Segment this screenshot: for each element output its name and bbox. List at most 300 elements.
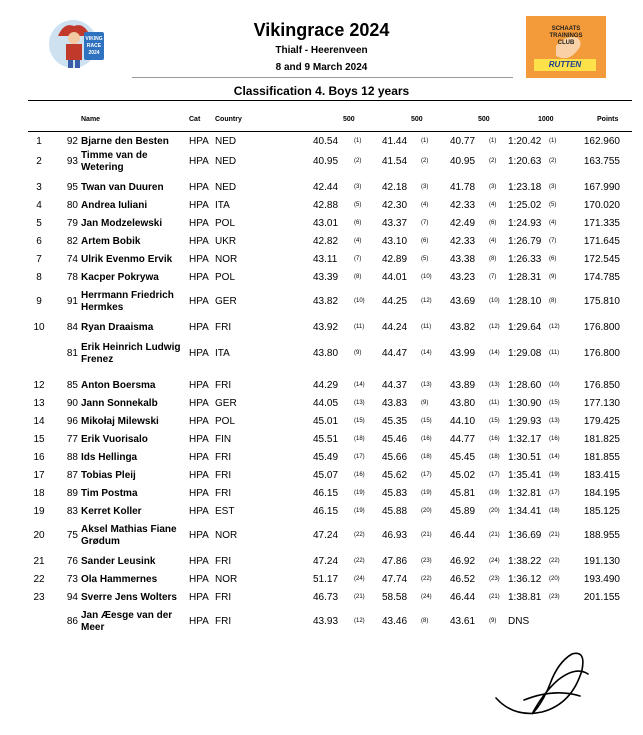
split-rank: (8) xyxy=(354,274,362,280)
time-500-1: 45.49 xyxy=(313,452,339,463)
svg-text:VIKING: VIKING xyxy=(85,36,103,42)
athlete-name: Herrmann Friedrich Hermkes xyxy=(81,290,174,313)
category-cell: HPA xyxy=(189,506,209,517)
split-rank: (11) xyxy=(549,350,560,356)
time-500-3: 42.33 xyxy=(450,200,476,211)
time-500-3: 42.49 xyxy=(450,218,476,229)
split-rank: (20) xyxy=(421,508,432,514)
split-rank: (24) xyxy=(354,576,365,582)
split-rank: (18) xyxy=(354,436,365,442)
time-1000: 1:30.51 xyxy=(508,452,542,463)
split-rank: (1) xyxy=(354,138,362,144)
time-500-3: 45.45 xyxy=(450,452,476,463)
athlete-name: Erik Vuorisalo xyxy=(81,434,148,445)
country-cell: FRI xyxy=(215,322,232,333)
split-rank: (14) xyxy=(489,350,500,356)
category-cell: HPA xyxy=(189,254,209,265)
split-rank: (21) xyxy=(489,532,500,538)
time-500-3: 41.78 xyxy=(450,182,476,193)
split-rank: (19) xyxy=(354,490,365,496)
split-rank: (21) xyxy=(489,594,500,600)
athlete-name: Artem Bobik xyxy=(81,236,141,247)
time-500-3: 40.95 xyxy=(450,156,476,167)
points-cell: 176.800 xyxy=(583,348,620,359)
time-500-3: 43.80 xyxy=(450,398,476,409)
points-cell: 174.785 xyxy=(583,272,620,283)
time-500-1: 42.82 xyxy=(313,236,339,247)
rank-cell: 5 xyxy=(36,218,42,229)
rank-cell: 6 xyxy=(36,236,42,247)
split-rank: (2) xyxy=(489,158,497,164)
country-cell: FRI xyxy=(215,452,232,463)
time-1000: 1:28.60 xyxy=(508,380,542,391)
bib-cell: 86 xyxy=(66,616,78,627)
split-rank: (20) xyxy=(549,576,560,582)
athlete-name: Erik Heinrich Ludwig Frenez xyxy=(81,342,181,365)
rutten-club-logo xyxy=(526,16,606,78)
points-cell: 163.755 xyxy=(583,156,620,167)
split-rank: (14) xyxy=(549,454,560,460)
athlete-name: Tim Postma xyxy=(81,488,138,499)
time-500-1: 46.73 xyxy=(313,592,339,603)
time-500-2: 43.83 xyxy=(382,398,408,409)
split-rank: (20) xyxy=(489,508,500,514)
rank-cell: 3 xyxy=(36,182,42,193)
athlete-name: Mikołaj Milewski xyxy=(81,416,159,427)
time-1000: 1:29.08 xyxy=(508,348,542,359)
time-500-2: 44.47 xyxy=(382,348,408,359)
split-rank: (18) xyxy=(489,454,500,460)
time-500-3: 43.61 xyxy=(450,616,476,627)
split-rank: (7) xyxy=(354,256,362,262)
split-rank: (16) xyxy=(354,472,365,478)
time-500-2: 47.86 xyxy=(382,556,408,567)
category-cell: HPA xyxy=(189,452,209,463)
country-cell: NED xyxy=(215,156,237,167)
split-rank: (8) xyxy=(421,618,429,624)
page-title: Vikingrace 2024 xyxy=(253,20,390,40)
time-500-2: 43.10 xyxy=(382,236,408,247)
split-rank: (16) xyxy=(549,436,560,442)
split-rank: (9) xyxy=(421,400,429,406)
athlete-name: Tobias Pleij xyxy=(81,470,136,481)
split-rank: (23) xyxy=(421,558,432,564)
split-rank: (7) xyxy=(489,274,497,280)
bib-cell: 94 xyxy=(66,592,78,603)
venue: Thialf - Heerenveen xyxy=(275,45,368,56)
split-rank: (8) xyxy=(549,298,557,304)
split-rank: (22) xyxy=(421,576,432,582)
split-rank: (11) xyxy=(421,324,432,330)
points-cell: 191.130 xyxy=(583,556,620,567)
country-cell: FRI xyxy=(215,470,232,481)
rank-cell: 15 xyxy=(33,434,45,445)
category-cell: HPA xyxy=(189,272,209,283)
time-500-1: 44.05 xyxy=(313,398,339,409)
time-500-3: 43.23 xyxy=(450,272,476,283)
split-rank: (4) xyxy=(421,202,429,208)
split-rank: (5) xyxy=(549,202,557,208)
split-rank: (12) xyxy=(549,324,560,330)
col-header-500-3: 500 xyxy=(478,116,490,123)
time-1000: 1:35.41 xyxy=(508,470,542,481)
split-rank: (18) xyxy=(421,454,432,460)
split-rank: (15) xyxy=(354,418,365,424)
time-1000: 1:36.12 xyxy=(508,574,542,585)
col-header-cat: Cat xyxy=(189,116,201,123)
split-rank: (12) xyxy=(354,618,365,624)
time-500-3: 43.38 xyxy=(450,254,476,265)
points-cell: 176.800 xyxy=(583,322,620,333)
points-cell: 167.990 xyxy=(583,182,620,193)
split-rank: (19) xyxy=(354,508,365,514)
bib-cell: 73 xyxy=(66,574,78,585)
bib-cell: 95 xyxy=(66,182,78,193)
time-500-3: 44.77 xyxy=(450,434,476,445)
time-500-2: 45.35 xyxy=(382,416,408,427)
club-brand: RUTTEN xyxy=(534,59,596,71)
time-1000: 1:23.18 xyxy=(508,182,542,193)
country-cell: POL xyxy=(215,218,236,229)
bib-cell: 96 xyxy=(66,416,78,427)
time-500-2: 45.46 xyxy=(382,434,408,445)
split-rank: (15) xyxy=(421,418,432,424)
split-rank: (16) xyxy=(421,436,432,442)
time-500-1: 46.15 xyxy=(313,488,339,499)
time-1000: 1:36.69 xyxy=(508,530,542,541)
country-cell: FRI xyxy=(215,616,232,627)
bib-cell: 87 xyxy=(66,470,78,481)
category-cell: HPA xyxy=(189,574,209,585)
split-rank: (7) xyxy=(549,238,557,244)
split-rank: (17) xyxy=(549,490,560,496)
divider xyxy=(28,100,632,101)
split-rank: (9) xyxy=(354,350,362,356)
split-rank: (10) xyxy=(489,298,500,304)
bib-cell: 77 xyxy=(66,434,78,445)
bib-cell: 88 xyxy=(66,452,78,463)
split-rank: (2) xyxy=(549,158,557,164)
athlete-name: Jann Sonnekalb xyxy=(81,398,158,409)
split-rank: (3) xyxy=(421,184,429,190)
time-500-1: 40.95 xyxy=(313,156,339,167)
points-cell: 177.130 xyxy=(583,398,620,409)
split-rank: (3) xyxy=(354,184,362,190)
time-1000: 1:38.81 xyxy=(508,592,542,603)
time-1000: 1:28.10 xyxy=(508,296,542,307)
bib-cell: 76 xyxy=(66,556,78,567)
athlete-name: Ola Hammernes xyxy=(81,574,158,585)
points-cell: 170.020 xyxy=(583,200,620,211)
athlete-name: Jan Æesge van der Meer xyxy=(81,610,173,633)
category-cell: HPA xyxy=(189,488,209,499)
bib-cell: 90 xyxy=(66,398,78,409)
country-cell: GER xyxy=(215,398,237,409)
bib-cell: 84 xyxy=(66,322,78,333)
split-rank: (8) xyxy=(489,256,497,262)
divider xyxy=(132,77,513,78)
split-rank: (14) xyxy=(421,350,432,356)
athlete-name: Bjarne den Besten xyxy=(81,136,169,147)
time-1000: 1:25.02 xyxy=(508,200,542,211)
country-cell: NOR xyxy=(215,530,238,541)
points-cell: 176.850 xyxy=(583,380,620,391)
time-500-2: 41.44 xyxy=(382,136,408,147)
bib-cell: 74 xyxy=(66,254,78,265)
country-cell: EST xyxy=(215,506,235,517)
time-500-3: 40.77 xyxy=(450,136,476,147)
points-cell: 171.335 xyxy=(583,218,620,229)
time-500-2: 46.93 xyxy=(382,530,408,541)
split-rank: (24) xyxy=(489,558,500,564)
time-500-3: 43.89 xyxy=(450,380,476,391)
split-rank: (15) xyxy=(489,418,500,424)
category-cell: HPA xyxy=(189,296,209,307)
rank-cell: 9 xyxy=(36,296,42,307)
time-500-2: 45.66 xyxy=(382,452,408,463)
split-rank: (11) xyxy=(489,400,500,406)
split-rank: (4) xyxy=(549,220,557,226)
time-500-3: 44.10 xyxy=(450,416,476,427)
rank-cell: 21 xyxy=(33,556,45,567)
rank-cell: 8 xyxy=(36,272,42,283)
split-rank: (7) xyxy=(421,220,429,226)
split-rank: (15) xyxy=(549,400,560,406)
category-cell: HPA xyxy=(189,380,209,391)
athlete-name: Sander Leusink xyxy=(81,556,156,567)
category-cell: HPA xyxy=(189,136,209,147)
athlete-name: Andrea Iuliani xyxy=(81,200,148,211)
time-500-3: 46.44 xyxy=(450,530,476,541)
time-1000: DNS xyxy=(508,616,530,627)
time-500-2: 58.58 xyxy=(382,592,408,603)
time-500-2: 45.88 xyxy=(382,506,408,517)
time-500-3: 45.81 xyxy=(450,488,476,499)
category-cell: HPA xyxy=(189,398,209,409)
time-500-2: 41.54 xyxy=(382,156,408,167)
category-cell: HPA xyxy=(189,416,209,427)
split-rank: (6) xyxy=(354,220,362,226)
time-1000: 1:38.22 xyxy=(508,556,542,567)
time-500-1: 43.82 xyxy=(313,296,339,307)
split-rank: (2) xyxy=(354,158,362,164)
split-rank: (22) xyxy=(354,532,365,538)
split-rank: (13) xyxy=(489,382,500,388)
bib-cell: 82 xyxy=(66,236,78,247)
time-500-3: 42.33 xyxy=(450,236,476,247)
split-rank: (13) xyxy=(549,418,560,424)
points-cell: 183.415 xyxy=(583,470,620,481)
athlete-name: Kerret Koller xyxy=(81,506,142,517)
country-cell: NOR xyxy=(215,574,238,585)
points-cell: 171.645 xyxy=(583,236,620,247)
category-cell: HPA xyxy=(189,156,209,167)
split-rank: (12) xyxy=(489,324,500,330)
time-500-1: 42.88 xyxy=(313,200,339,211)
athlete-name: Kacper Pokrywa xyxy=(81,272,159,283)
athlete-name: Sverre Jens Wolters xyxy=(81,592,177,603)
rank-cell: 2 xyxy=(36,156,42,167)
category-cell: HPA xyxy=(189,556,209,567)
time-500-1: 46.15 xyxy=(313,506,339,517)
split-rank: (23) xyxy=(549,594,560,600)
split-rank: (5) xyxy=(421,256,429,262)
country-cell: FRI xyxy=(215,488,232,499)
rank-cell: 16 xyxy=(33,452,45,463)
split-rank: (21) xyxy=(354,594,365,600)
split-rank: (13) xyxy=(354,400,365,406)
col-header-500-2: 500 xyxy=(411,116,423,123)
split-rank: (1) xyxy=(421,138,429,144)
time-1000: 1:26.79 xyxy=(508,236,542,247)
time-500-3: 46.92 xyxy=(450,556,476,567)
time-500-2: 43.37 xyxy=(382,218,408,229)
split-rank: (13) xyxy=(421,382,432,388)
bib-cell: 78 xyxy=(66,272,78,283)
rank-cell: 19 xyxy=(33,506,45,517)
bib-cell: 92 xyxy=(66,136,78,147)
time-1000: 1:29.64 xyxy=(508,322,542,333)
time-500-3: 45.02 xyxy=(450,470,476,481)
time-500-2: 42.18 xyxy=(382,182,408,193)
points-cell: 184.195 xyxy=(583,488,620,499)
split-rank: (11) xyxy=(354,324,365,330)
split-rank: (14) xyxy=(354,382,365,388)
points-cell: 185.125 xyxy=(583,506,620,517)
country-cell: ITA xyxy=(215,200,230,211)
time-500-3: 43.82 xyxy=(450,322,476,333)
time-1000: 1:28.31 xyxy=(508,272,542,283)
col-header-points: Points xyxy=(597,116,619,123)
col-header-500-1: 500 xyxy=(343,116,355,123)
rank-cell: 1 xyxy=(36,136,42,147)
country-cell: FIN xyxy=(215,434,232,445)
points-cell: 181.825 xyxy=(583,434,620,445)
time-1000: 1:32.17 xyxy=(508,434,542,445)
time-500-1: 40.54 xyxy=(313,136,339,147)
bib-cell: 89 xyxy=(66,488,78,499)
time-500-1: 45.07 xyxy=(313,470,339,481)
rank-cell: 7 xyxy=(36,254,42,265)
time-500-2: 45.62 xyxy=(382,470,408,481)
country-cell: NED xyxy=(215,182,237,193)
athlete-name: Twan van Duuren xyxy=(81,182,164,193)
time-1000: 1:24.93 xyxy=(508,218,542,229)
rank-cell: 14 xyxy=(33,416,45,427)
time-1000: 1:20.42 xyxy=(508,136,542,147)
time-500-1: 43.92 xyxy=(313,322,339,333)
points-cell: 188.955 xyxy=(583,530,620,541)
split-rank: (3) xyxy=(549,184,557,190)
time-500-2: 42.89 xyxy=(382,254,408,265)
split-rank: (22) xyxy=(549,558,560,564)
time-1000: 1:34.41 xyxy=(508,506,542,517)
split-rank: (10) xyxy=(354,298,365,304)
time-500-1: 43.11 xyxy=(313,254,338,265)
rank-cell: 23 xyxy=(33,592,45,603)
time-500-2: 44.25 xyxy=(382,296,408,307)
svg-text:2024: 2024 xyxy=(88,50,100,56)
athlete-name: Anton Boersma xyxy=(81,380,156,391)
rank-cell: 20 xyxy=(33,530,45,541)
category-cell: HPA xyxy=(189,434,209,445)
country-cell: NED xyxy=(215,136,237,147)
bib-cell: 81 xyxy=(66,348,78,359)
rank-cell: 17 xyxy=(33,470,45,481)
split-rank: (12) xyxy=(421,298,432,304)
points-cell: 193.490 xyxy=(583,574,620,585)
category-cell: HPA xyxy=(189,236,209,247)
country-cell: POL xyxy=(215,272,236,283)
split-rank: (4) xyxy=(489,238,497,244)
bib-cell: 83 xyxy=(66,506,78,517)
col-header-country: Country xyxy=(215,116,242,123)
time-500-3: 45.89 xyxy=(450,506,476,517)
bib-cell: 80 xyxy=(66,200,78,211)
category-cell: HPA xyxy=(189,200,209,211)
time-500-3: 43.99 xyxy=(450,348,476,359)
bib-cell: 75 xyxy=(66,530,78,541)
rank-cell: 22 xyxy=(33,574,45,585)
event-dates: 8 and 9 March 2024 xyxy=(275,62,368,73)
split-rank: (3) xyxy=(489,184,497,190)
col-header-1000: 1000 xyxy=(538,116,554,123)
country-cell: ITA xyxy=(215,348,230,359)
points-cell: 181.855 xyxy=(583,452,620,463)
split-rank: (19) xyxy=(489,490,500,496)
country-cell: POL xyxy=(215,416,236,427)
split-rank: (1) xyxy=(489,138,497,144)
time-500-1: 42.44 xyxy=(313,182,339,193)
points-cell: 162.960 xyxy=(583,136,620,147)
rank-cell: 18 xyxy=(33,488,45,499)
time-500-1: 43.93 xyxy=(313,616,339,627)
bib-cell: 79 xyxy=(66,218,78,229)
time-500-2: 45.83 xyxy=(382,488,408,499)
rank-cell: 4 xyxy=(36,200,42,211)
split-rank: (17) xyxy=(489,472,500,478)
athlete-name: Ryan Draaisma xyxy=(81,322,154,333)
points-cell: 179.425 xyxy=(583,416,620,427)
bib-cell: 85 xyxy=(66,380,78,391)
split-rank: (21) xyxy=(549,532,560,538)
split-rank: (6) xyxy=(549,256,557,262)
split-rank: (4) xyxy=(489,202,497,208)
time-500-1: 44.29 xyxy=(313,380,339,391)
points-cell: 201.155 xyxy=(583,592,620,603)
bib-cell: 91 xyxy=(66,296,78,307)
athlete-name: Aksel Mathias Fiane Grødum xyxy=(81,524,177,547)
time-500-2: 42.30 xyxy=(382,200,408,211)
time-1000: 1:29.93 xyxy=(508,416,542,427)
split-rank: (4) xyxy=(354,238,362,244)
time-1000: 1:20.63 xyxy=(508,156,542,167)
bib-cell: 93 xyxy=(66,156,78,167)
split-rank: (16) xyxy=(489,436,500,442)
club-name: SCHAATS TRAININGS CLUB xyxy=(549,26,583,46)
country-cell: UKR xyxy=(215,236,237,247)
category-cell: HPA xyxy=(189,592,209,603)
athlete-name: Jan Modzelewski xyxy=(81,218,163,229)
split-rank: (9) xyxy=(549,274,557,280)
split-rank: (6) xyxy=(489,220,497,226)
split-rank: (24) xyxy=(421,594,432,600)
rank-cell: 13 xyxy=(33,398,45,409)
category-cell: HPA xyxy=(189,348,209,359)
split-rank: (22) xyxy=(354,558,365,564)
time-500-3: 46.52 xyxy=(450,574,476,585)
col-header-name: Name xyxy=(81,116,101,123)
